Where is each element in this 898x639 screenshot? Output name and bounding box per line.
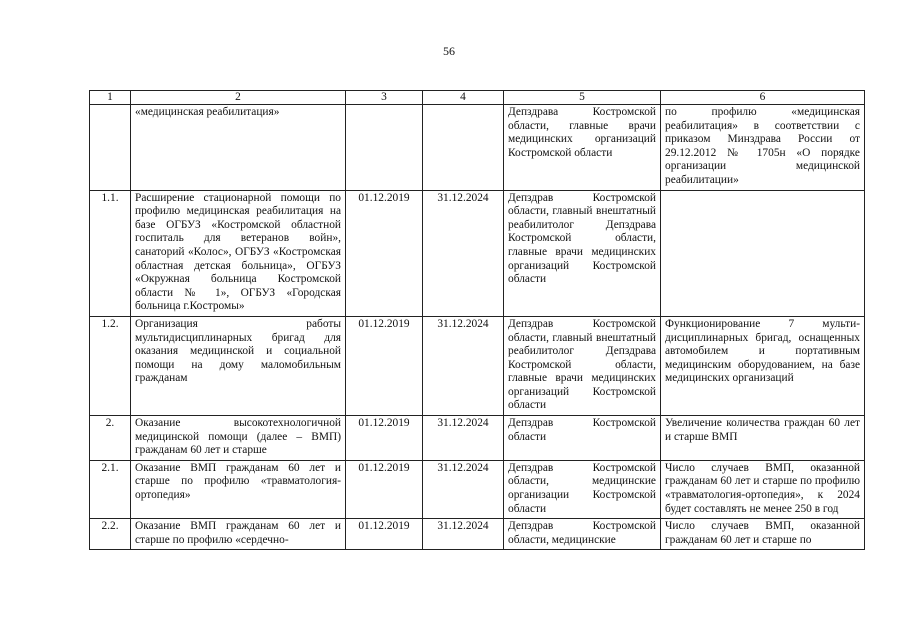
measure-name: «медицинская реабилитация» [131, 105, 346, 191]
page-number: 56 [443, 44, 455, 58]
column-header: 4 [423, 91, 504, 105]
row-number [90, 105, 131, 191]
end-date: 31.12.2024 [423, 460, 504, 518]
measure-name: Расширение стационарной помощи по профилю медицинская реабилитация на базе ОГБУЗ «Костромской областной госпиталь для ветеранов войн», санаторий «Колос», ОГБУЗ «Костромская областная детская больница», ОГБУЗ «Окружная больница Костромской области № 1», ОГБУЗ «Городская больница г.Костромы» [131, 190, 346, 316]
measure-name: Организация работы мультидисциплинарных бригад для оказания медицинской и социальной помощи на дому маломобильным гражданам [131, 316, 346, 415]
start-date [346, 105, 423, 191]
start-date: 01.12.2019 [346, 316, 423, 415]
column-header: 1 [90, 91, 131, 105]
responsible: Депздрав Костромской области [504, 416, 661, 461]
expected-result: по профилю «медицинская реабилитация» в соответствии с приказом Минздрава России от 29.12.2012 № 1705н «О порядке организации медицинской реабилитации» [661, 105, 865, 191]
start-date: 01.12.2019 [346, 460, 423, 518]
column-header: 5 [504, 91, 661, 105]
responsible: Депздрав Костромской области, главный внештатный реабилитолог Депздрава Костромской области, главные врачи медицинских организаций Костромской области [504, 190, 661, 316]
table-header-row [90, 91, 865, 105]
expected-result: Функционирование 7 мульти-дисциплинарных бригад, оснащенных автомобилем и портативным медицинским оборудованием, на базе медицинских организаций [661, 316, 865, 415]
responsible: Депздрав Костромской области, медицинские организации Костромской области [504, 460, 661, 518]
table-row [90, 519, 865, 550]
measure-name: Оказание ВМП гражданам 60 лет и старше по профилю «травматология-ортопедия» [131, 460, 346, 518]
end-date [423, 105, 504, 191]
measure-name: Оказание ВМП гражданам 60 лет и старше по профилю «сердечно- [131, 519, 346, 550]
row-number: 1.2. [90, 316, 131, 415]
end-date: 31.12.2024 [423, 519, 504, 550]
column-header: 3 [346, 91, 423, 105]
row-number: 1.1. [90, 190, 131, 316]
responsible: Депздрава Костромской области, главные врачи медицинских организаций Костромской области [504, 105, 661, 191]
table-row [90, 460, 865, 518]
column-header: 6 [661, 91, 865, 105]
row-number: 2. [90, 416, 131, 461]
expected-result: Число случаев ВМП, оказанной гражданам 60 лет и старше по [661, 519, 865, 550]
table-row [90, 190, 865, 316]
table-row [90, 416, 865, 461]
table-row [90, 316, 865, 415]
expected-result: Увеличение количества граждан 60 лет и старше ВМП [661, 416, 865, 461]
start-date: 01.12.2019 [346, 416, 423, 461]
expected-result: Число случаев ВМП, оказанной гражданам 60 лет и старше по профилю «травматология-ортопедия», к 2024 будет составлять не менее 250 в год [661, 460, 865, 518]
row-number: 2.1. [90, 460, 131, 518]
row-number: 2.2. [90, 519, 131, 550]
expected-result [661, 190, 865, 316]
end-date: 31.12.2024 [423, 190, 504, 316]
measure-name: Оказание высокотехнологичной медицинской помощи (далее – ВМП) гражданам 60 лет и старше [131, 416, 346, 461]
responsible: Депздрав Костромской области, главный внештатный реабилитолог Депздрава Костромской области, главные врачи медицинских организаций Костромской области [504, 316, 661, 415]
table-row [90, 105, 865, 191]
column-header: 2 [131, 91, 346, 105]
measures-table [89, 90, 865, 550]
responsible: Депздрав Костромской области, медицинские [504, 519, 661, 550]
start-date: 01.12.2019 [346, 519, 423, 550]
start-date: 01.12.2019 [346, 190, 423, 316]
end-date: 31.12.2024 [423, 416, 504, 461]
end-date: 31.12.2024 [423, 316, 504, 415]
